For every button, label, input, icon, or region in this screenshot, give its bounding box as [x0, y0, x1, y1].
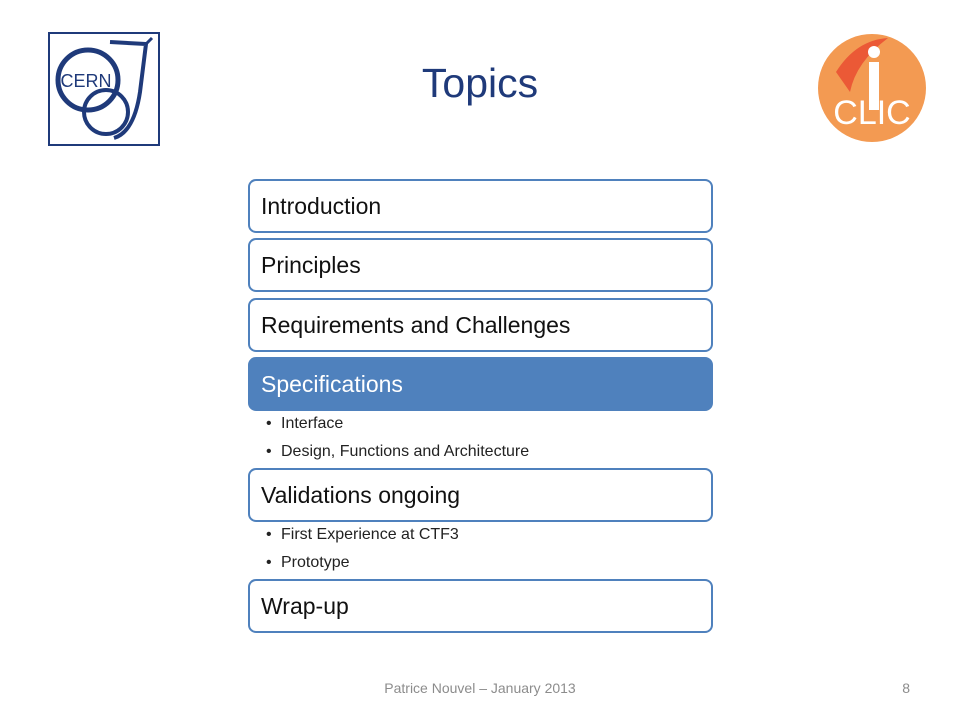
topic-principles[interactable]: [248, 238, 713, 292]
list-item: • Interface: [266, 415, 344, 432]
svg-text:CLIC: CLIC: [833, 94, 911, 132]
list-item: • First Experience at CTF3: [266, 526, 459, 543]
topic-specifications[interactable]: [248, 357, 713, 411]
specifications-subitems: [266, 410, 529, 466]
topic-label: Specifications: [261, 371, 403, 397]
svg-text:CERN: CERN: [60, 71, 112, 91]
topic-label: Wrap-up: [261, 593, 349, 619]
topic-requirements-and-challenges[interactable]: [248, 298, 713, 352]
topic-label: Principles: [261, 252, 361, 278]
page-number: 8: [902, 680, 910, 696]
list-item: • Design, Functions and Architecture: [266, 443, 530, 460]
topic-label: Requirements and Challenges: [261, 312, 571, 338]
slide-title: Topics: [421, 60, 539, 106]
topic-label: Validations ongoing: [261, 482, 461, 508]
list-item: • Prototype: [266, 554, 350, 571]
slide-footer: Patrice Nouvel – January 2013: [384, 680, 576, 696]
topic-introduction[interactable]: [248, 179, 713, 233]
topic-validations-ongoing[interactable]: [248, 468, 713, 522]
topic-label: Introduction: [261, 193, 382, 219]
validations-subitems: [266, 521, 459, 577]
topic-wrap-up[interactable]: [248, 579, 713, 633]
